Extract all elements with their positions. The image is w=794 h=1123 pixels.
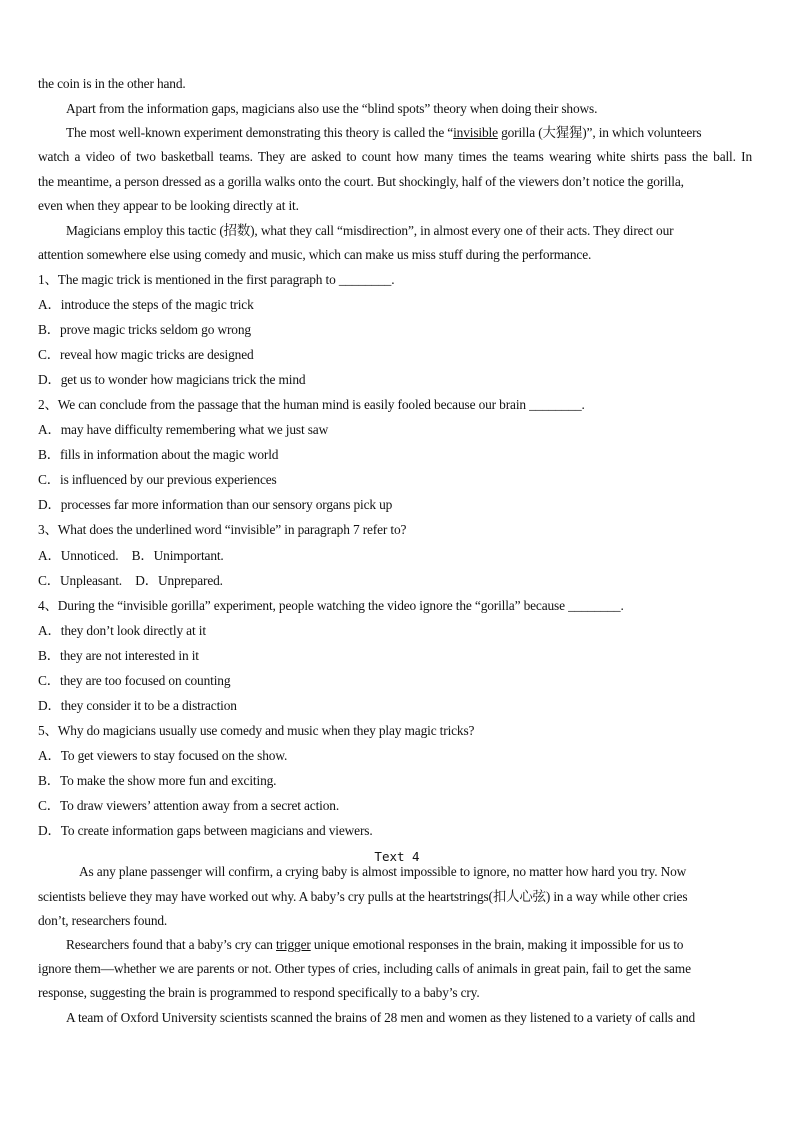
option: A．they don’t look directly at it [38, 623, 206, 638]
question-stem: 4、During the “invisible gorilla” experiment, people watching the video ignore the “gorilla” because ________. [38, 598, 624, 613]
option: C．Unpleasant. D．Unprepared. [38, 573, 223, 588]
option: B．they are not interested in it [38, 648, 199, 663]
text-line: watch a video of two basketball teams. They are asked to count how many times the teams wearing white shirts pass the ball. In [38, 149, 752, 164]
option: D．To create information gaps between magicians and viewers. [38, 823, 373, 838]
option: B．prove magic tricks seldom go wrong [38, 322, 251, 337]
underlined-word: invisible [453, 125, 498, 140]
option: D．they consider it to be a distraction [38, 698, 237, 713]
text-segment: unique emotional responses in the brain, making it impossible for us to [310, 937, 684, 952]
text-line: response, suggesting the brain is programmed to respond specifically to a baby’s cry. [38, 985, 480, 1000]
option: B．To make the show more fun and exciting. [38, 773, 277, 788]
text-line: don’t, researchers found. [38, 913, 168, 928]
text-line [66, 937, 752, 953]
text-segment: Researchers found that a baby’s cry can [66, 937, 277, 952]
option: A．Unnoticed. B．Unimportant. [38, 548, 224, 563]
text-line: As any plane passenger will confirm, a crying baby is almost impossible to ignore, no matter how hard you try. Now [79, 864, 687, 879]
underlined-word: trigger [276, 937, 311, 952]
option: B．fills in information about the magic world [38, 447, 279, 462]
text-line: Apart from the information gaps, magicians also use the “blind spots” theory when doing their shows. [66, 101, 598, 116]
option: D．get us to wonder how magicians trick the mind [38, 372, 306, 387]
text-line: A team of Oxford University scientists scanned the brains of 28 men and women as they listened to a variety of calls and [66, 1010, 696, 1025]
question-stem: 5、Why do magicians usually use comedy and music when they play magic tricks? [38, 723, 475, 738]
text-segment: gorilla (大猩猩)”, in which volunteers [497, 125, 702, 140]
text-line: even when they appear to be looking directly at it. [38, 198, 299, 213]
text-line: Magicians employ this tactic (招数), what they call “misdirection”, in almost every one of their acts. They direct our [66, 223, 674, 238]
option: A．may have difficulty remembering what we just saw [38, 422, 329, 437]
question-stem: 3、What does the underlined word “invisible” in paragraph 7 refer to? [38, 522, 407, 537]
option: A．To get viewers to stay focused on the show. [38, 748, 288, 763]
question-stem: 2、We can conclude from the passage that the human mind is easily fooled because our brain ________. [38, 397, 585, 412]
text-line: attention somewhere else using comedy and music, which can make us miss stuff during the performance. [38, 247, 592, 262]
option: C．To draw viewers’ attention away from a secret action. [38, 798, 340, 813]
option: C．they are too focused on counting [38, 673, 231, 688]
question-stem: 1、The magic trick is mentioned in the first paragraph to ________. [38, 272, 395, 287]
text-line: the coin is in the other hand. [38, 76, 186, 91]
text-line: scientists believe they may have worked out why. A baby’s cry pulls at the heartstrings(扣人心弦) in a way while other cries [38, 889, 688, 904]
option: C．reveal how magic tricks are designed [38, 347, 254, 362]
text-line: ignore them—whether we are parents or not. Other types of cries, including calls of animals in great pain, fail to get the same [38, 961, 691, 976]
text-line: the meantime, a person dressed as a gorilla walks onto the court. But shockingly, half of the viewers don’t notice the gorilla, [38, 174, 684, 189]
section-title: Text 4 [374, 849, 420, 864]
option: D．processes far more information than our sensory organs pick up [38, 497, 393, 512]
text-segment: The most well-known experiment demonstrating this theory is called the “ [66, 125, 454, 140]
option: C．is influenced by our previous experiences [38, 472, 277, 487]
option: A．introduce the steps of the magic trick [38, 297, 254, 312]
text-line [66, 125, 752, 141]
